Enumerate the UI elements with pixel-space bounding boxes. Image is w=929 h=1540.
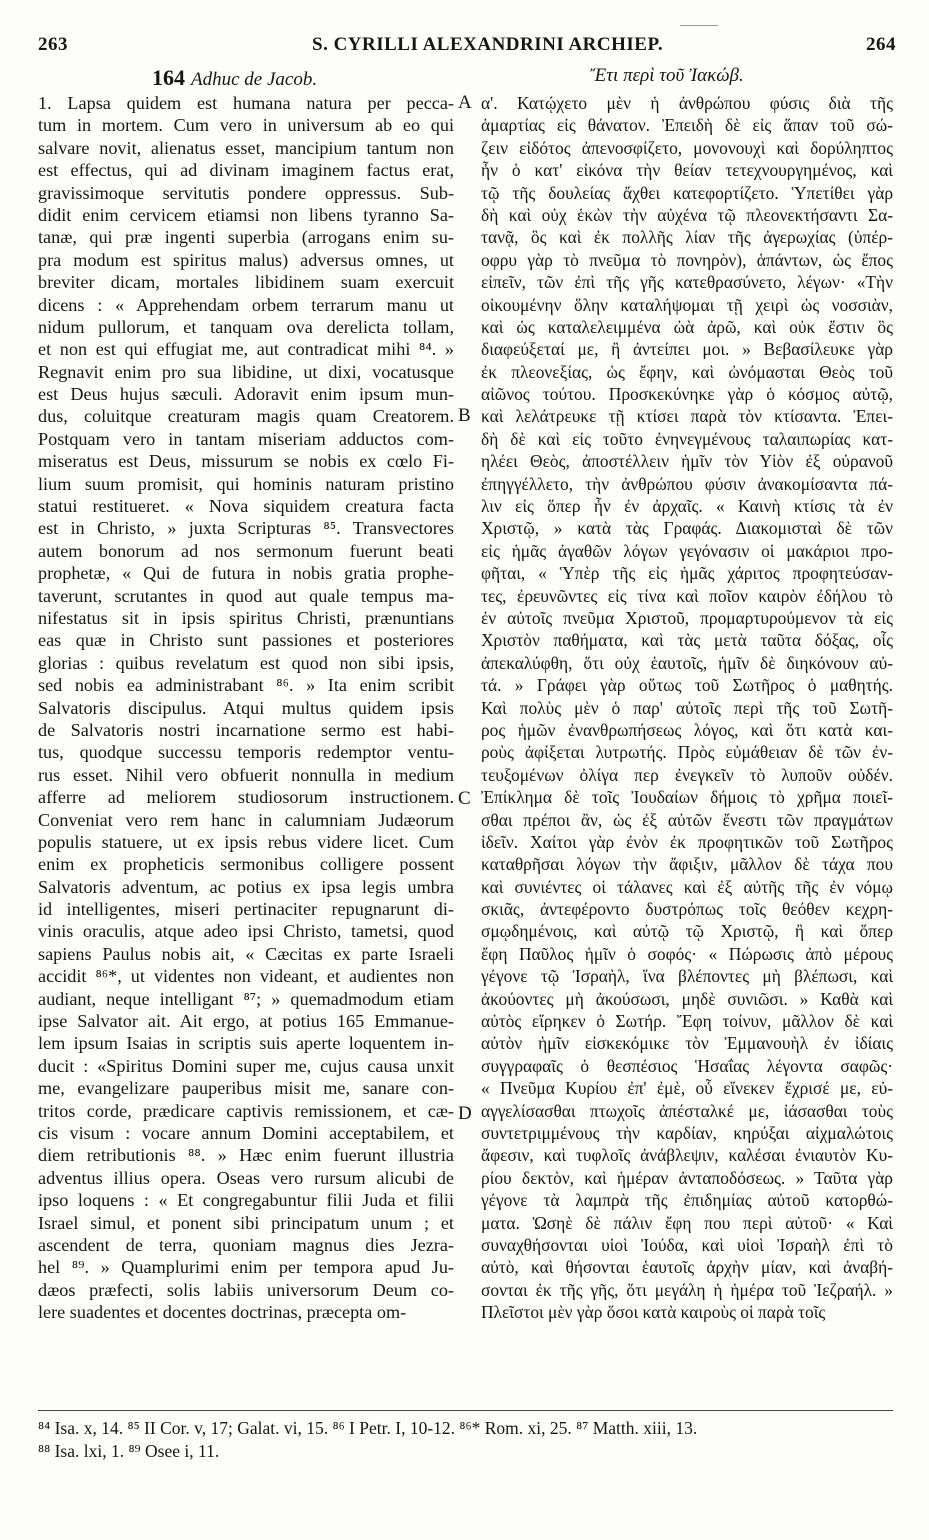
latin-text-line: eas quæ in Christo sunt passiones et posteriores	[38, 630, 454, 651]
latin-text-line: tus, quodque successu temporis redemptor ventu-	[38, 742, 454, 763]
margin-letter-a: A	[458, 92, 472, 113]
greek-section-title: Ἔτι περὶ τοῦ Ἰακώβ.	[590, 65, 744, 86]
greek-text-line: συντετριμμένους τὴν καρδίαν, κηρύξαι αἰχμαλώτοις	[481, 1122, 893, 1143]
greek-text-line: τῷ τῆς δουλείας ἄχθει κατεφορτίζετο. Ὑπετίθει γὰρ	[481, 182, 893, 203]
margin-letter-b: B	[458, 405, 471, 426]
latin-text-line: diem retributionis ⁸⁸. » Hæc enim fuerunt illustria	[38, 1145, 454, 1166]
greek-text-line: τευξομένων ὀλίγα περ ἐνεγκεῖν τὸ λυποῦν οὐδέν.	[481, 764, 893, 785]
latin-text-line: ipso loquens : « Et congregabuntur filii Juda et filii	[38, 1190, 454, 1211]
latin-text-line: ducit : «Spiritus Domini super me, cujus causa unxit	[38, 1055, 454, 1076]
latin-text-line: hel ⁸⁹. » Quamplurimi enim per tempora apud Ju-	[38, 1257, 454, 1278]
latin-text-line: tum in mortem. Cum vero in universum ab eo qui	[38, 115, 454, 136]
latin-text-line: enim ex propheticis sermonibus colligere possent	[38, 854, 454, 875]
greek-text-line: αὐτὸν ἡμῖν εἰσκεκόμικε τὸν Ἐμμανουὴλ ἐν ἰδίαις	[481, 1033, 893, 1054]
latin-text-line: sed nobis ea administrabant ⁸⁶. » Ita enim scribit	[38, 675, 454, 696]
greek-text-line: σθαι πρέποι ἂν, ὡς ἐξ αὐτῶν ἔνεστι τῶν πραγμάτων	[481, 809, 893, 830]
greek-text-line: γέγονε τῷ Ἰσραὴλ, ἵνα βλέποντες μὴ βλέπωσι, καὶ	[481, 966, 893, 987]
greek-text-line: συναχθήσονται υἱοὶ Ἰούδα, καὶ υἱοὶ Ἰσραὴλ ἐπὶ τὸ	[481, 1234, 893, 1255]
greek-text-line: οἰκουμένην ὅλην καταλήψομαι τῇ χειρὶ ὡς νοσσιὰν,	[481, 294, 893, 315]
greek-text-line: ἄφεσιν, καὶ τυφλοῖς ἀνάβλεψιν, καλέσαι ἐνιαυτὸν Κυ-	[481, 1145, 893, 1166]
greek-text-line: αγγελίσασθαι πτωχοῖς ἀπέσταλκέ με, ἰάσασθαι τοὺς	[481, 1100, 893, 1121]
header-rule	[680, 25, 718, 26]
latin-text-line: dicens : « Apprehendam orbem terrarum manu ut	[38, 294, 454, 315]
latin-text-line: prophetæ, « Qui de futura in nobis gratia prophe-	[38, 563, 454, 584]
greek-text-line: ἀκούοντες μὴ ἀκούσωσι, μηδὲ συνιῶσι. » Καθὰ καὶ	[481, 988, 893, 1009]
latin-text-line: rus esset. Nihil vero obfuerit nonnulla in medium	[38, 764, 454, 785]
greek-text-line: ματα. Ὡσηὲ δὲ πάλιν ἔφη που περὶ αὐτοῦ· « Καὶ	[481, 1212, 893, 1233]
latin-text-line: glorias : quibus revelatum est quod non sibi ipsis,	[38, 652, 454, 673]
latin-text-line: statui restitueret. « Nova siquidem creatura facta	[38, 496, 454, 517]
greek-text-line: α'. Κατῴχετο μὲν ἡ ἀνθρώπου φύσις διὰ τῆς	[481, 93, 893, 113]
latin-text-line: lere suadentes et docentes doctrinas, præcepta om-	[38, 1302, 407, 1323]
latin-text-line: Israel simul, et ponent sibi principatum unum ; et	[38, 1212, 454, 1233]
greek-text-line: καὶ λελάτρευκε τῇ κτίσει παρὰ τὸν κτίσαντα. Ἐπει-	[481, 406, 893, 427]
greek-text-line: ἐπηγγέλλετο, τὴν ἀνθρώπου φύσιν ἀνακομίσαντα πά-	[481, 473, 893, 494]
latin-text-line: est Deus hujus sæculi. Adoravit enim ipsum mun-	[38, 384, 454, 405]
latin-text-line: breviter dicam, mortales libidinem suam exercuit	[38, 272, 454, 293]
latin-text-line: Postquam vero in tantam miseriam adductos com-	[38, 428, 454, 449]
latin-text-line: autem bonorum ad nos sermonum fuerunt beati	[38, 540, 454, 561]
greek-text-line: αἰῶνος τούτου. Προσκεκύνηκε γὰρ ὁ κόσμος αὐτῷ,	[481, 384, 893, 405]
latin-text-line: populis statuere, ut ex ipsis rebus videre licet. Cum	[38, 831, 454, 852]
latin-text-line: et non est qui effugiat me, aut contradicat mihi ⁸⁴. »	[38, 339, 454, 360]
latin-text-line: cis visum : vocare annum Domini acceptabilem, et	[38, 1122, 454, 1143]
latin-text-line: nidum pullorum, et tanquam ova derelicta tollam,	[38, 316, 454, 337]
greek-text-line: ἐν αὐτοῖς πνεῦμα Χριστοῦ, προμαρτυρούμενον τὰ εἰς	[481, 607, 893, 628]
greek-text-line: αὐτὸς εἴρηκεν ὁ Σωτήρ. Ἔφη τοίνυν, μᾶλλον δὲ καὶ	[481, 1011, 893, 1032]
latin-text-line: me, evangelizare pauperibus misit me, sanare con-	[38, 1078, 454, 1099]
latin-text-line: adventus illius opera. Oseas vero rursum alicubi de	[38, 1167, 454, 1188]
page-number-left: 263	[38, 34, 68, 55]
latin-text-line: Regnavit enim pro sua libidine, ut dixi, vocatusque	[38, 361, 454, 382]
latin-text-line: ipse Salvator ait. Ait ergo, at potius 165 Emmanue-	[38, 1011, 454, 1032]
latin-text-line: tritos corde, prædicare captivis remissionem, et cæ-	[38, 1100, 454, 1121]
greek-text-line: ἔφη Παῦλος ἡμῖν ὁ σοφός· « Πώρωσις ἀπὸ μέρους	[481, 943, 893, 964]
latin-text-line: nifestatus sit in ipsis spiritus Christi, prænuntians	[38, 607, 454, 628]
footnote-rule	[38, 1410, 893, 1411]
latin-text-line: salvare novit, alienatus esset, mancipium tantum non	[38, 137, 454, 158]
greek-text-line: ἰδεῖν. Χαίτοι γὰρ ἐνὸν ἐκ προφητικῶν τοῦ Σωτῆρος	[481, 831, 893, 852]
latin-text-line: est in Christo, » juxta Scripturas ⁸⁵. Transvectores	[38, 518, 454, 539]
latin-section-heading	[152, 65, 317, 91]
greek-text-line: ροὺς ἀφίξεται λυτρωτής. Πρὸς εὐμάθειαν δὲ τῶν ἐν-	[481, 742, 893, 763]
greek-text-line: τά. » Γράφει γὰρ οὕτως τοῦ Σωτῆρος ὁ μαθητής.	[481, 675, 893, 696]
footnote-line-1: ⁸⁴ Isa. x, 14. ⁸⁵ II Cor. v, 17; Galat. vi, 15. ⁸⁶ I Petr. I, 10-12. ⁸⁶* Rom. xi, 25. ⁸⁷ Matth. xiii, 13.	[38, 1418, 698, 1438]
latin-text-line: Salvatoris discipulus. Atqui multus quidem ipsis	[38, 697, 454, 718]
greek-text-line: ηλέει Θεὸς, ἀποστέλλειν ἡμῖν τὸν Υἱὸν ἐξ οὐρανοῦ	[481, 451, 893, 472]
latin-text-line: ascendent de terra, quoniam magnus dies Jezra-	[38, 1234, 454, 1255]
greek-text-line: φῆται, « Ὑπὲρ τῆς εἰς ἡμᾶς χάριτος προφητεύσαν-	[481, 563, 893, 584]
latin-text-line: dus, coluitque creaturam magis quam Creatorem.	[38, 406, 454, 427]
greek-text-line: σμῳδημένοις, καὶ αὐτῷ τῷ Χριστῷ, ἢ καὶ ὅπερ	[481, 921, 893, 942]
latin-text-line: sapiens Paulus nobis ait, « Cæcitas ex parte Israeli	[38, 943, 454, 964]
page-number-right: 264	[866, 34, 896, 55]
greek-text-line: σκιᾶς, ἀντεφέροντο δυστρόπως τοῖς θεόθεν κεχρη-	[481, 899, 893, 920]
greek-column	[481, 92, 893, 1323]
latin-text-line: gravissimoque servitutis pondere oppressus. Sub-	[38, 182, 454, 203]
greek-text-line: ρίου δεκτὸν, καὶ ἡμέραν ἀνταποδόσεως. » Ταῦτα γὰρ	[481, 1167, 893, 1188]
greek-text-line: τανᾷ, ὃς καὶ ἐκ πολλῆς λίαν τῆς ἀγερωχίας (ὑπέρ-	[481, 227, 893, 248]
latin-text-line: didit enim cervicem etiamsi non libens tyranno Sa-	[38, 204, 454, 225]
latin-text-line: afferre ad meliorem studiosorum instructionem.	[38, 787, 454, 808]
greek-text-line: « Πνεῦμα Κυρίου ἐπ' ἐμὲ, οὗ εἵνεκεν ἔχρισέ με, εὐ-	[481, 1078, 893, 1099]
footnote-line-2: ⁸⁸ Isa. lxi, 1. ⁸⁹ Osee i, 11.	[38, 1441, 220, 1461]
greek-text-line: συγγραφαῖς ὁ θεσπέσιος Ἡσαΐας λέγοντα σαφῶς·	[481, 1055, 893, 1076]
latin-text-line: Salvatoris adventum, ac potius ex ipsa legis umbra	[38, 876, 454, 897]
greek-text-line: ζειν εἰδότος ἀπενοσφίζετο, μονονουχὶ καὶ δορύληπτος	[481, 137, 893, 158]
latin-text-line: Conveniat vero rem hanc in calumniam Judæorum	[38, 809, 454, 830]
greek-text-line: Χριστῷ, » κατὰ τὰς Γραφάς. Διακομισταὶ δὲ τῶν	[481, 518, 893, 539]
latin-text-line: miseratus est Deus, missurum se nobis ex cœlo Fi-	[38, 451, 454, 472]
greek-text-line: αὐτὸ, καὶ θήσονται ἑαυτοῖς ἀρχὴν μίαν, καὶ ἀναβή-	[481, 1257, 893, 1278]
greek-text-line: διαφεύξεταί με, ἢ ἀντείπει μοι. » Βεβασίλευκε γὰρ	[481, 339, 893, 360]
latin-text-line: audiant, neque intelligant ⁸⁷; » quemadmodum etiam	[38, 988, 454, 1009]
running-title: S. CYRILLI ALEXANDRINI ARCHIEP.	[312, 34, 664, 55]
greek-text-line: Χριστὸν παθήματα, καὶ τὰς μετὰ ταῦτα δόξας, οἷς	[481, 630, 893, 651]
greek-text-line: καὶ ὡς καταλελειμμένα ὠὰ ἀρῶ, καὶ οὐκ ἔστιν ὃς	[481, 316, 893, 337]
greek-text-line: ἦν ὁ κατ' εἰκόνα τὴν θείαν τετεχνουργημένος, καὶ	[481, 160, 893, 181]
latin-text-line: lium suum promisit, qui hominis naturam pristino	[38, 473, 454, 494]
greek-text-line: δὴ καὶ οὐχ ἑκὼν τὴν αὐχένα τῷ πλεονεκτήσαντι Σα-	[481, 204, 893, 225]
latin-text-line: dæos præfecti, solis labiis universorum Deum co-	[38, 1279, 454, 1300]
greek-text-line: οφρυ γὰρ τὸ πνεῦμα τὸ πονηρὸν), ἁπάντων, ὡς ἔπος	[481, 249, 893, 270]
greek-text-line: γέγονε τὰ λαμπρὰ τῆς ἐπιδημίας αὐτοῦ κατορθώ-	[481, 1190, 893, 1211]
latin-text-line: lem ipsum Isaias in scriptis suis aperte loquentem in-	[38, 1033, 454, 1054]
greek-text-line: τες, ἐρευνῶντες εἰς τίνα καὶ ποῖον καιρὸν ἐδήλου τὸ	[481, 585, 893, 606]
latin-text-line: est effectus, qui ad divinam imaginem factus erat,	[38, 160, 454, 181]
greek-text-line: καὶ συνιέντες οἱ τάλανες καὶ ἐξ αὐτῆς τῆς ἐν νόμῳ	[481, 876, 893, 897]
latin-text-line: 1. Lapsa quidem est humana natura per pecca-	[38, 93, 454, 113]
greek-text-line: λιν εἰς ὅπερ ἦν ἐν ἀρχαῖς. « Καινὴ κτίσις τὰ ἐν	[481, 496, 893, 517]
greek-text-line: Πλεῖστοι μὲν γὰρ ὅσοι κατὰ καιροὺς οἱ παρὰ τοῖς	[481, 1302, 826, 1323]
latin-text-line: tanæ, qui præ ingenti superbia (arrogans enim su-	[38, 227, 454, 248]
greek-text-line: εἰς ἡμᾶς ἀγαθῶν λόγων γεγόνασιν οἱ μακάριοι προ-	[481, 540, 893, 561]
latin-text-line: de Salvatoris nostri incarnatione sermo est habi-	[38, 719, 454, 740]
latin-section-title: Adhuc de Jacob.	[191, 69, 318, 90]
latin-text-line: taverunt, scrutantes in quod aut quale tempus ma-	[38, 585, 454, 606]
greek-text-line: Ἐπίκλημα δὲ τοῖς Ἰουδαίων δήμοις τὸ χρῆμα ποιεῖ-	[481, 787, 893, 808]
greek-text-line: εἰπεῖν, τῶν ἐπὶ τῆς γῆς κατεθρασύνετο, λέγων· «Τὴν	[481, 272, 893, 293]
greek-text-line: ἁμαρτίας εἰς θάνατον. Ἐπειδὴ δὲ εἰς ἅπαν τοῦ σώ-	[481, 115, 893, 136]
latin-text-line: accidit ⁸⁶*, ut videntes non videant, et audientes non	[38, 966, 454, 987]
latin-column	[38, 92, 454, 1323]
greek-text-line: σονται ἐκ τῆς γῆς, ὅτι μεγάλη ἡ ἡμέρα τοῦ Ἰεζραήλ. »	[481, 1279, 893, 1300]
latin-text-line: vinis oraculis, atque adeo ipsi Christo, tametsi, quod	[38, 921, 454, 942]
greek-text-line: ἐκ πλεονεξίας, ὡς ἔφην, καὶ ὠνόμασται Θεὸς τοῦ	[481, 361, 893, 382]
margin-letter-d: D	[458, 1103, 472, 1124]
margin-letter-c: C	[458, 788, 471, 809]
greek-text-line: ἀπεκαλύφθη, ὅτι οὐχ ἑαυτοῖς, ἡμῖν δὲ διηκόνουν αὐ-	[481, 652, 893, 673]
greek-text-line: δὴ δὲ καὶ εἰς τοῦτο ἐνηνεγμένους ταλαιπωρίας κατ-	[481, 428, 893, 449]
latin-text-line: id intelligentes, miseri pertinaciter repugnarunt di-	[38, 899, 454, 920]
greek-text-line: Καὶ πολὺς μὲν ὁ παρ' αὐτοῖς περὶ τῆς τοῦ Σωτῆ-	[481, 697, 893, 718]
section-number: 164	[152, 65, 185, 90]
latin-text-line: pra modum est spiritus malus) adversus omnes, ut	[38, 249, 454, 270]
greek-text-line: ρος ἡμῶν ἐνανθρωπήσεως λόγος, καὶ ὅτι κατὰ και-	[481, 719, 893, 740]
greek-text-line: καταθρῆσαι λόγων τὴν ἄφιξιν, μᾶλλον δὲ τάχα που	[481, 854, 893, 875]
